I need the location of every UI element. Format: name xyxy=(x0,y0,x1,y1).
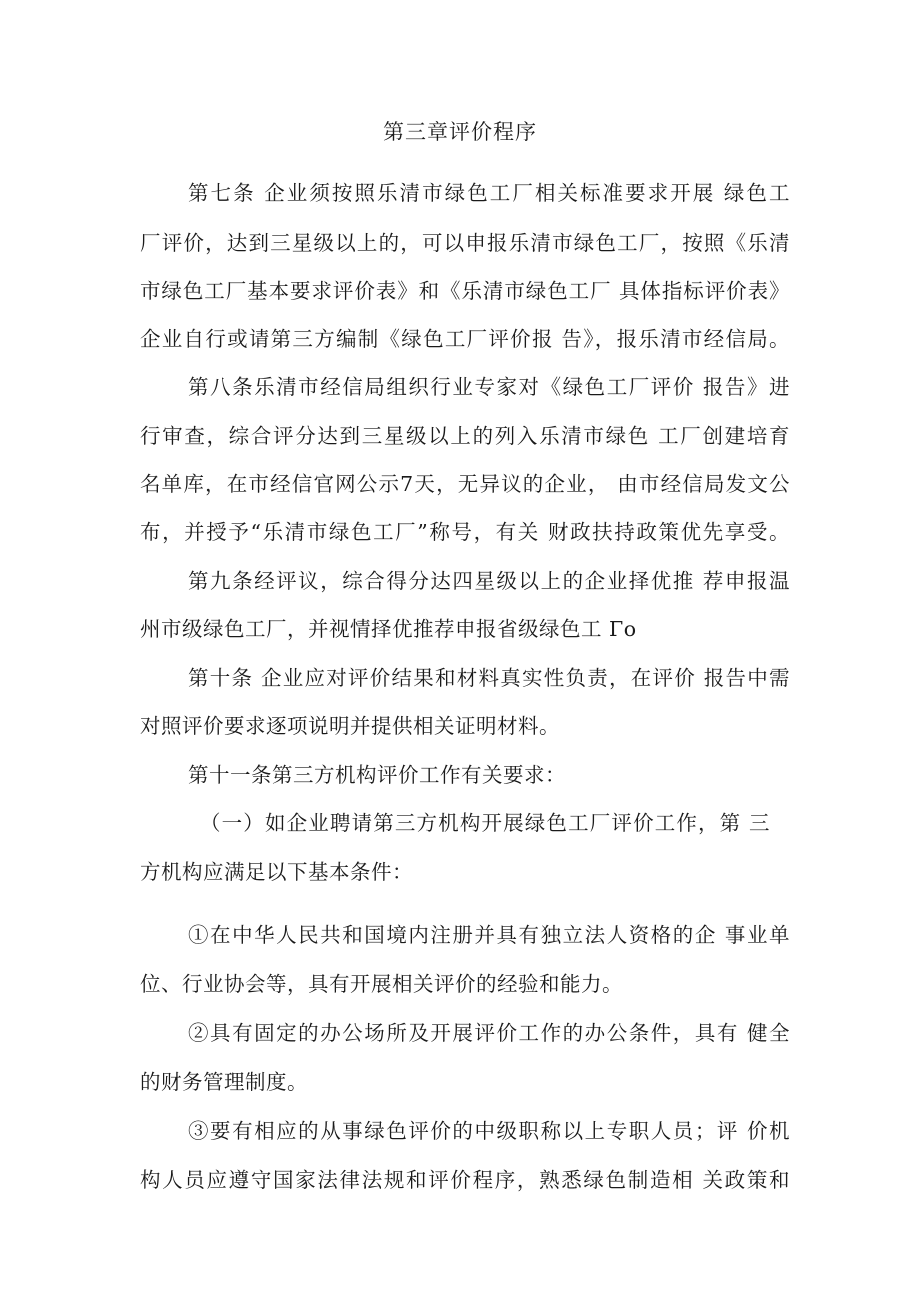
paragraph-line: 布，并授予“乐清市绿色工厂”称号，有关 财政扶持政策优先享受。 xyxy=(140,520,790,544)
paragraph-line: 对照评价要求逐项说明并提供相关证明材料。 xyxy=(140,714,560,738)
paragraph-line: 第十一条第三方机构评价工作有关要求： xyxy=(188,763,566,787)
paragraph-line: 企业自行或请第三方编制《绿色工厂评价报 告》，报乐清市经信局。 xyxy=(140,327,790,351)
paragraph-line: 第八条乐清市经信局组织行业专家对《绿色工厂评价 报告》进 xyxy=(188,375,790,399)
paragraph-line: 市绿色工厂基本要求评价表》和《乐清市绿色工厂 具体指标评价表》 xyxy=(140,279,790,303)
chapter-title: 第三章评价程序 xyxy=(383,120,537,144)
paragraph-line: ③要有相应的从事绿色评价的中级职称以上专职人员；评 价机 xyxy=(188,1119,790,1143)
paragraph-line: 第九条经评议，综合得分达四星级以上的企业择优推 荐申报温 xyxy=(188,569,790,593)
paragraph-line: 的财务管理制度。 xyxy=(140,1070,308,1094)
paragraph-line: 构人员应遵守国家法律法规和评价程序，熟悉绿色制造相 关政策和 xyxy=(140,1168,790,1192)
paragraph-line: ②具有固定的办公场所及开展评价工作的办公条件，具有 健全 xyxy=(188,1021,790,1045)
paragraph-line: （一）如企业聘请第三方机构开展绿色工厂评价工作，第 三 xyxy=(200,811,770,835)
paragraph-line: 位、行业协会等，具有开展相关评价的经验和能力。 xyxy=(140,972,623,996)
paragraph-line: 第十条 企业应对评价结果和材料真实性负责，在评价 报告中需 xyxy=(188,666,790,690)
paragraph-line: 厂评价，达到三星级以上的，可以申报乐清市绿色工厂，按照《乐清 xyxy=(140,231,790,255)
paragraph-line: 州市级绿色工厂，并视情择优推荐申报省级绿色工 Γo xyxy=(140,617,637,641)
paragraph-line: 名单库，在市经信官网公示7天，无异议的企业， 由市经信局发文公 xyxy=(140,472,790,496)
paragraph-line: ①在中华人民共和国境内注册并具有独立法人资格的企 事业单 xyxy=(188,923,790,947)
paragraph-line: 行审查，综合评分达到三星级以上的列入乐清市绿色 工厂创建培育 xyxy=(140,424,790,448)
paragraph-line: 第七条 企业须按照乐清市绿色工厂相关标准要求开展 绿色工 xyxy=(188,181,790,205)
paragraph-line: 方机构应满足以下基本条件： xyxy=(140,860,413,884)
